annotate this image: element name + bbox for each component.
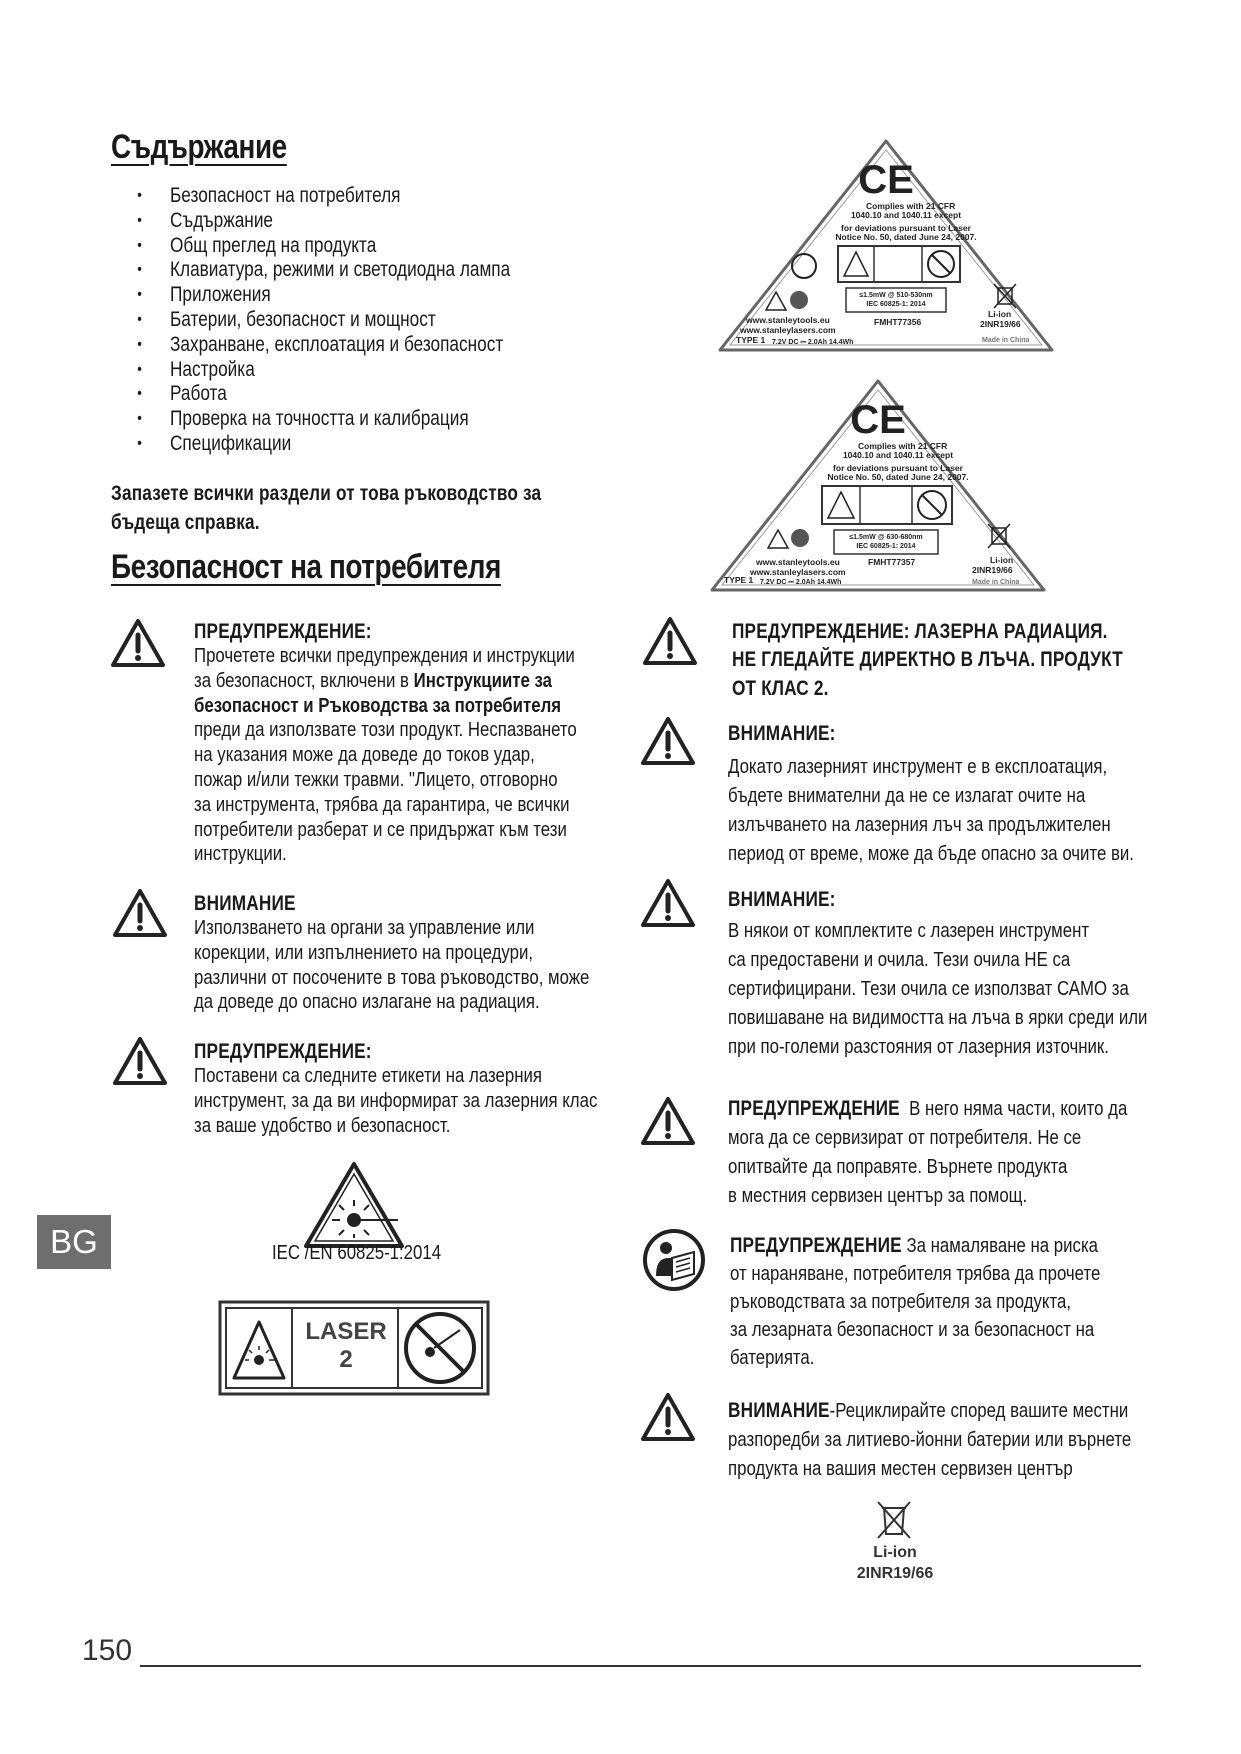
compliance-text: 1040.10 and 1040.11 except: [842, 450, 954, 460]
compliance-text: Complies with 21 CFR: [858, 441, 948, 451]
compliance-text: for deviations pursuant to Laser: [833, 463, 963, 473]
language-tab: BG: [37, 1215, 111, 1269]
read-manual-icon: [642, 1228, 706, 1292]
voltage-text: 7.2V DC ⎓ 2.0Ah 14.4Wh: [772, 339, 854, 346]
power-text: IEC 60825-1: 2014: [856, 543, 916, 550]
battery-code: 2INR19/66: [972, 565, 1013, 575]
warning-body: Прочетете всички предупреждения и инструкции за безопасност, включени в Инструкциите за безопасност и Ръководства за потребителя преди да използвате този продукт. Неспазването на указания може да доведе до токов удар, пожар и/или тежки травми. "Лицето, отговорно за инструмента, трябва да гарантира, че всички потребители разберат и се придържат към тези инструкции.: [194, 644, 577, 866]
voltage-text: 7.2V DC ⎓ 2.0Ah 14.4Wh: [760, 579, 842, 586]
website-text: www.stanleylasers.com: [740, 325, 836, 335]
website-text: www.stanleylasers.com: [750, 567, 846, 577]
warning-triangle-icon: [112, 888, 168, 938]
warning-triangle-icon: [640, 878, 696, 928]
laser-word: LASER: [305, 1318, 387, 1345]
power-text: IEC 60825-1: 2014: [866, 301, 926, 308]
recycle-warning: ВНИМАНИЕ-Рециклирайте според вашите местни разпоредби за литиево-йонни батерии или върнете продукта на вашия местен сервизен център: [728, 1399, 1132, 1480]
model-number: FMHT77356: [874, 317, 922, 327]
type-text: TYPE 1: [736, 335, 766, 345]
laser-class-number: 2: [339, 1346, 353, 1373]
model-number: FMHT77357: [868, 557, 916, 567]
compliance-text: Complies with 21 CFR: [866, 201, 956, 211]
warning-triangle-icon: [640, 1096, 696, 1146]
iec-standard: IEC /EN 60825-1:2014: [272, 1242, 442, 1264]
product-label-2: [708, 378, 1048, 596]
warning-title: ПРЕДУПРЕЖДЕНИЕ:: [194, 620, 372, 643]
power-text: ≤1.5mW @ 510-530nm: [859, 292, 933, 299]
made-in-text: Made in China: [972, 579, 1020, 586]
crossed-bin-icon: [876, 1500, 912, 1540]
made-in-text: Made in China: [982, 337, 1030, 344]
svg-text:CE: CE: [850, 398, 906, 442]
compliance-text: Notice No. 50, dated June 24, 2007.: [827, 472, 969, 482]
warning-triangle-icon: [110, 618, 166, 668]
contents-heading: Съдържание: [111, 128, 287, 166]
list-item[interactable]: • Работа: [170, 382, 510, 407]
type-text: TYPE 1: [724, 575, 754, 585]
warning-triangle-icon: [640, 1392, 696, 1442]
website-text: www.stanleytools.eu: [746, 315, 830, 325]
website-text: www.stanleytools.eu: [756, 557, 840, 567]
laser-radiation-warning: ОТ КЛАС 2.: [732, 677, 829, 700]
svg-text:CE: CE: [858, 158, 914, 202]
contents-list: [170, 184, 585, 457]
warning-body: Поставени са следните етикети на лазерния инструмент, за да ви информират за лазерния клас за ваше удобство и безопасност.: [194, 1064, 598, 1137]
laser-radiation-warning: ПРЕДУПРЕЖДЕНИЕ: ЛАЗЕРНА РАДИАЦИЯ.: [732, 620, 1108, 643]
laser-radiation-warning: НЕ ГЛЕДАЙТЕ ДИРЕКТНО В ЛЪЧА. ПРОДУКТ: [732, 648, 1123, 671]
caution-title: ВНИМАНИЕ: [194, 892, 296, 915]
laser-radiation-icon: [302, 1160, 406, 1250]
list-item[interactable]: • Безопасност на потребителя: [170, 184, 510, 209]
list-item[interactable]: • Съдържание: [170, 209, 510, 234]
warning-title: ПРЕДУПРЕЖДЕНИЕ:: [194, 1040, 372, 1063]
caution-body: Докато лазерният инструмент е в експлоатация, бъдете внимателни да не се излагат очите на излъчването на лазерния лъч за продължителен период от време, може да бъде опасно за очите ви.: [728, 755, 1134, 865]
warning-triangle-icon: [642, 616, 698, 666]
product-label-1: [716, 138, 1056, 356]
footer-rule: [140, 1665, 1141, 1667]
caution-body: В някои от комплектите с лазерен инструмент са предоставени и очила. Тези очила НЕ са сертифицирани. Тези очила се използват САМО за повишаване на видимостта на лъча в ярки среди или при по-големи разстояния от лазерния източник.: [728, 919, 1148, 1058]
compliance-text: for deviations pursuant to Laser: [841, 223, 971, 233]
battery-text: Li-ion: [990, 555, 1014, 565]
list-item[interactable]: • Приложения: [170, 283, 510, 308]
manual-warning: ПРЕДУПРЕЖДЕНИЕ За намаляване на риска от нараняване, потребителя трябва да прочете ръководствата за потребителя за продукта, за лезарната безопасност и за безопасност на батерията.: [730, 1234, 1101, 1369]
list-item[interactable]: • Захранване, експлоатация и безопасност: [170, 333, 510, 358]
list-item[interactable]: • Проверка на точността и калибрация: [170, 407, 510, 432]
battery-type: Li-ion: [873, 1544, 917, 1561]
compliance-text: Notice No. 50, dated June 24, 2007.: [835, 232, 977, 242]
caution-title: ВНИМАНИЕ:: [728, 722, 836, 745]
list-item[interactable]: • Общ преглед на продукта: [170, 234, 510, 259]
warning-triangle-icon: [112, 1036, 168, 1086]
list-item[interactable]: • Спецификации: [170, 432, 510, 457]
list-item[interactable]: • Настройка: [170, 358, 510, 383]
contents-note-line1: Запазете всички раздели от това ръководство за: [111, 482, 542, 505]
caution-title: ВНИМАНИЕ:: [728, 888, 836, 911]
contents-note-line2: бъдеща справка.: [111, 511, 260, 534]
compliance-text: 1040.10 and 1040.11 except: [850, 210, 962, 220]
list-item[interactable]: • Батерии, безопасност и мощност: [170, 308, 510, 333]
list-item[interactable]: • Клавиатура, режими и светодиодна лампа: [170, 258, 510, 283]
battery-text: Li-ion: [988, 309, 1012, 319]
safety-heading: Безопасност на потребителя: [111, 548, 501, 586]
page-number: 150: [82, 1634, 133, 1667]
battery-code: 2INR19/66: [980, 319, 1021, 329]
battery-code: 2INR19/66: [856, 1565, 934, 1582]
power-text: ≤1.5mW @ 630-680nm: [849, 534, 923, 541]
laser-class-label: [218, 1300, 490, 1396]
service-warning: ПРЕДУПРЕЖДЕНИЕ В него няма части, които да мога да се сервизират от потребителя. Не се опитвайте да поправяте. Върнете продукта в местния сервизен център за помощ.: [728, 1097, 1128, 1207]
warning-triangle-icon: [640, 716, 696, 766]
caution-body: Използването на органи за управление или корекции, или изпълнението на процедури, различни от посочените в това ръководство, може да доведе до опасно излагане на радиация.: [194, 916, 590, 1014]
